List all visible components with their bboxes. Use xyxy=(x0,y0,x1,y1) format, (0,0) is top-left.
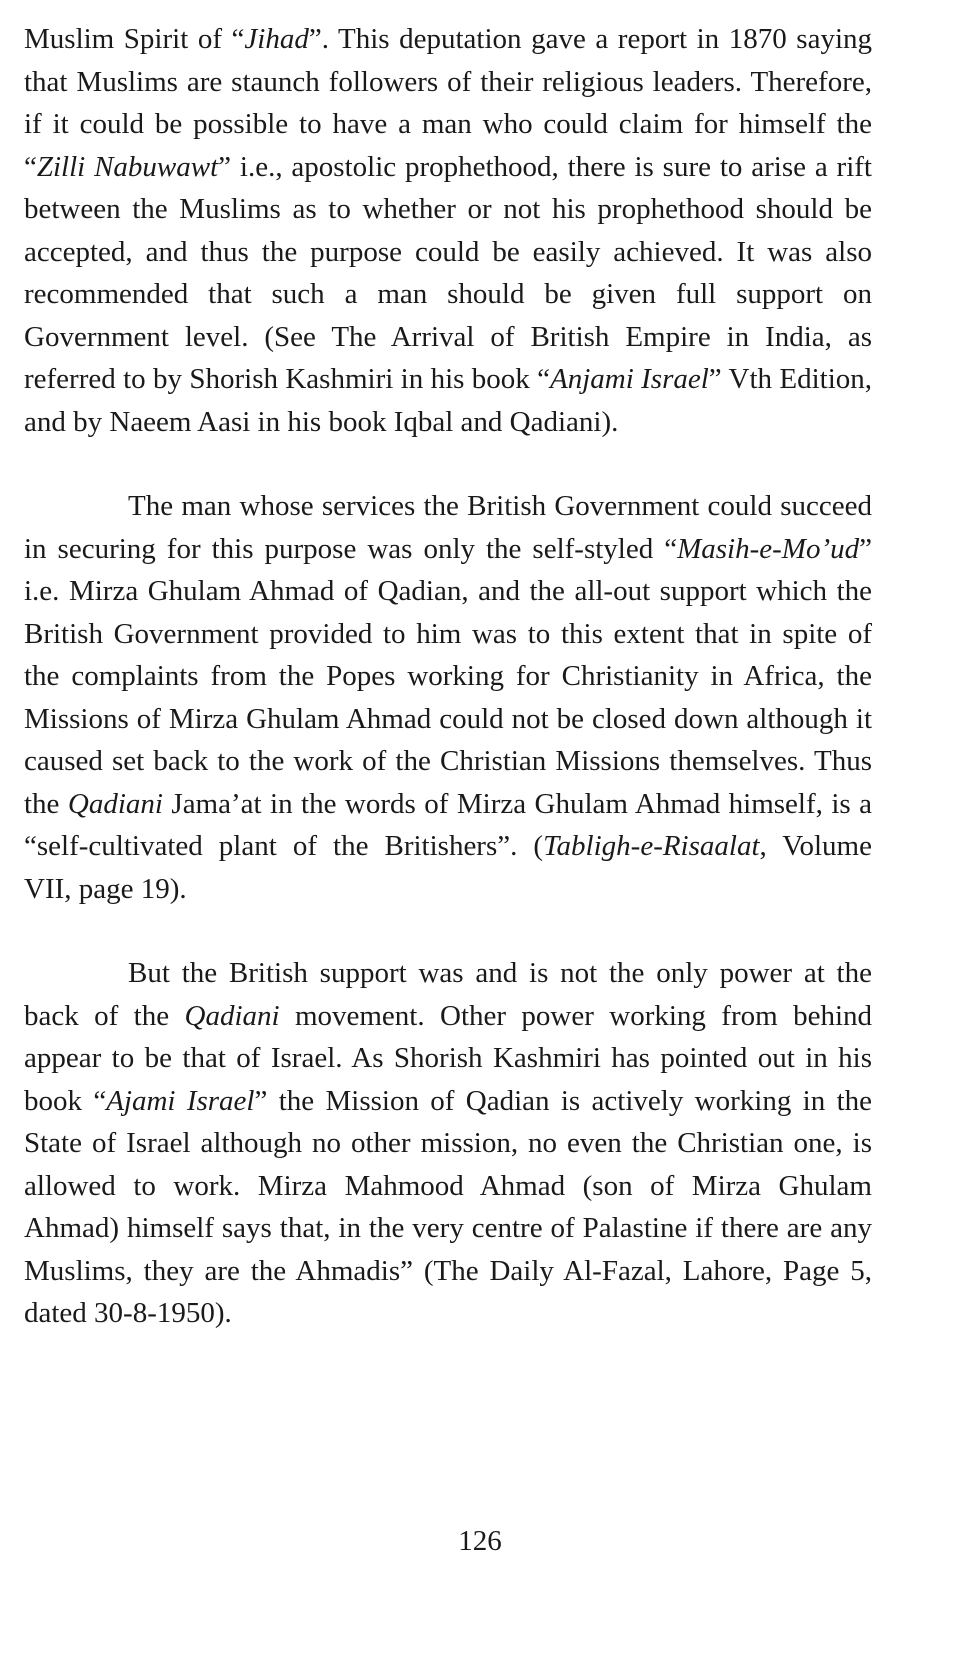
italic-term: Zilli Nabuwawt xyxy=(36,150,219,183)
italic-book-title: Tabligh-e-Risaalat xyxy=(543,830,760,862)
paragraph-gap xyxy=(24,910,872,952)
text-run: , Volume VII, page 19). xyxy=(24,830,872,905)
italic-book-title: Ajami Israel xyxy=(106,1084,255,1117)
italic-term: Qadiani xyxy=(67,787,163,820)
text-run: But the British support was and is not the only power at the back of the xyxy=(24,957,872,1032)
italic-term: Jihad xyxy=(244,23,309,55)
italic-book-title: Anjami Israel xyxy=(550,363,709,395)
text-run: Jama’at in the words of Mirza Ghulam Ahmad himself, is a “self-cultivated plant of the Britishers”. ( xyxy=(24,787,872,862)
text-run: The man whose services the British Government could succeed in securing for this purpose was only the self-styled “ xyxy=(24,490,872,565)
document-page xyxy=(24,18,872,1335)
paragraph-1 xyxy=(24,18,872,443)
paragraph-gap xyxy=(24,443,872,485)
text-run: ” Vth Edition, and by Naeem Aasi in his book Iqbal and Qadiani). xyxy=(24,363,872,438)
text-run: Muslim Spirit of “ xyxy=(24,23,245,55)
text-run: movement. Other power working from behind appear to be that of Israel. As Shorish Kashmiri has pointed out in his book “ xyxy=(24,999,872,1117)
text-run: ” the Mission of Qadian is actively working in the State of Israel although no other mission, no even the Christian one, is allowed to work. Mirza Mahmood Ahmad (son of Mirza Ghulam Ahmad) himself says that, in the very centre of Palastine if there are any Muslims, they are the Ahmadis” (The Daily Al-Fazal, Lahore, Page 5, dated 30-8-1950). xyxy=(24,1084,872,1329)
paragraph-3 xyxy=(24,952,872,1335)
italic-term: Masih-e-Mo’ud xyxy=(677,532,860,565)
text-run: ”. This deputation gave a report in 1870 saying that Muslims are staunch followers of their religious leaders. Therefore, if it could be possible to have a man who could claim for himself the “ xyxy=(24,23,872,183)
paragraph-2 xyxy=(24,485,872,910)
text-run: ” i.e. Mirza Ghulam Ahmad of Qadian, and the all-out support which the British Government provided to him was to this extent that in spite of the complaints from the Popes working for Christianity in Africa, the Missions of Mirza Ghulam Ahmad could not be closed down although it caused set back to the work of the Christian Missions themselves. Thus the xyxy=(24,532,872,820)
page-number: 126 xyxy=(458,1525,502,1557)
italic-term: Qadiani xyxy=(184,999,280,1032)
text-run: ” i.e., apostolic prophethood, there is sure to arise a rift between the Muslims as to whether or not his prophethood should be accepted, and thus the purpose could be easily achieved. It was also recommended that such a man should be given full support on Government level. (See The Arrival of British Empire in India, as referred to by Shorish Kashmiri in his book “ xyxy=(24,150,872,395)
